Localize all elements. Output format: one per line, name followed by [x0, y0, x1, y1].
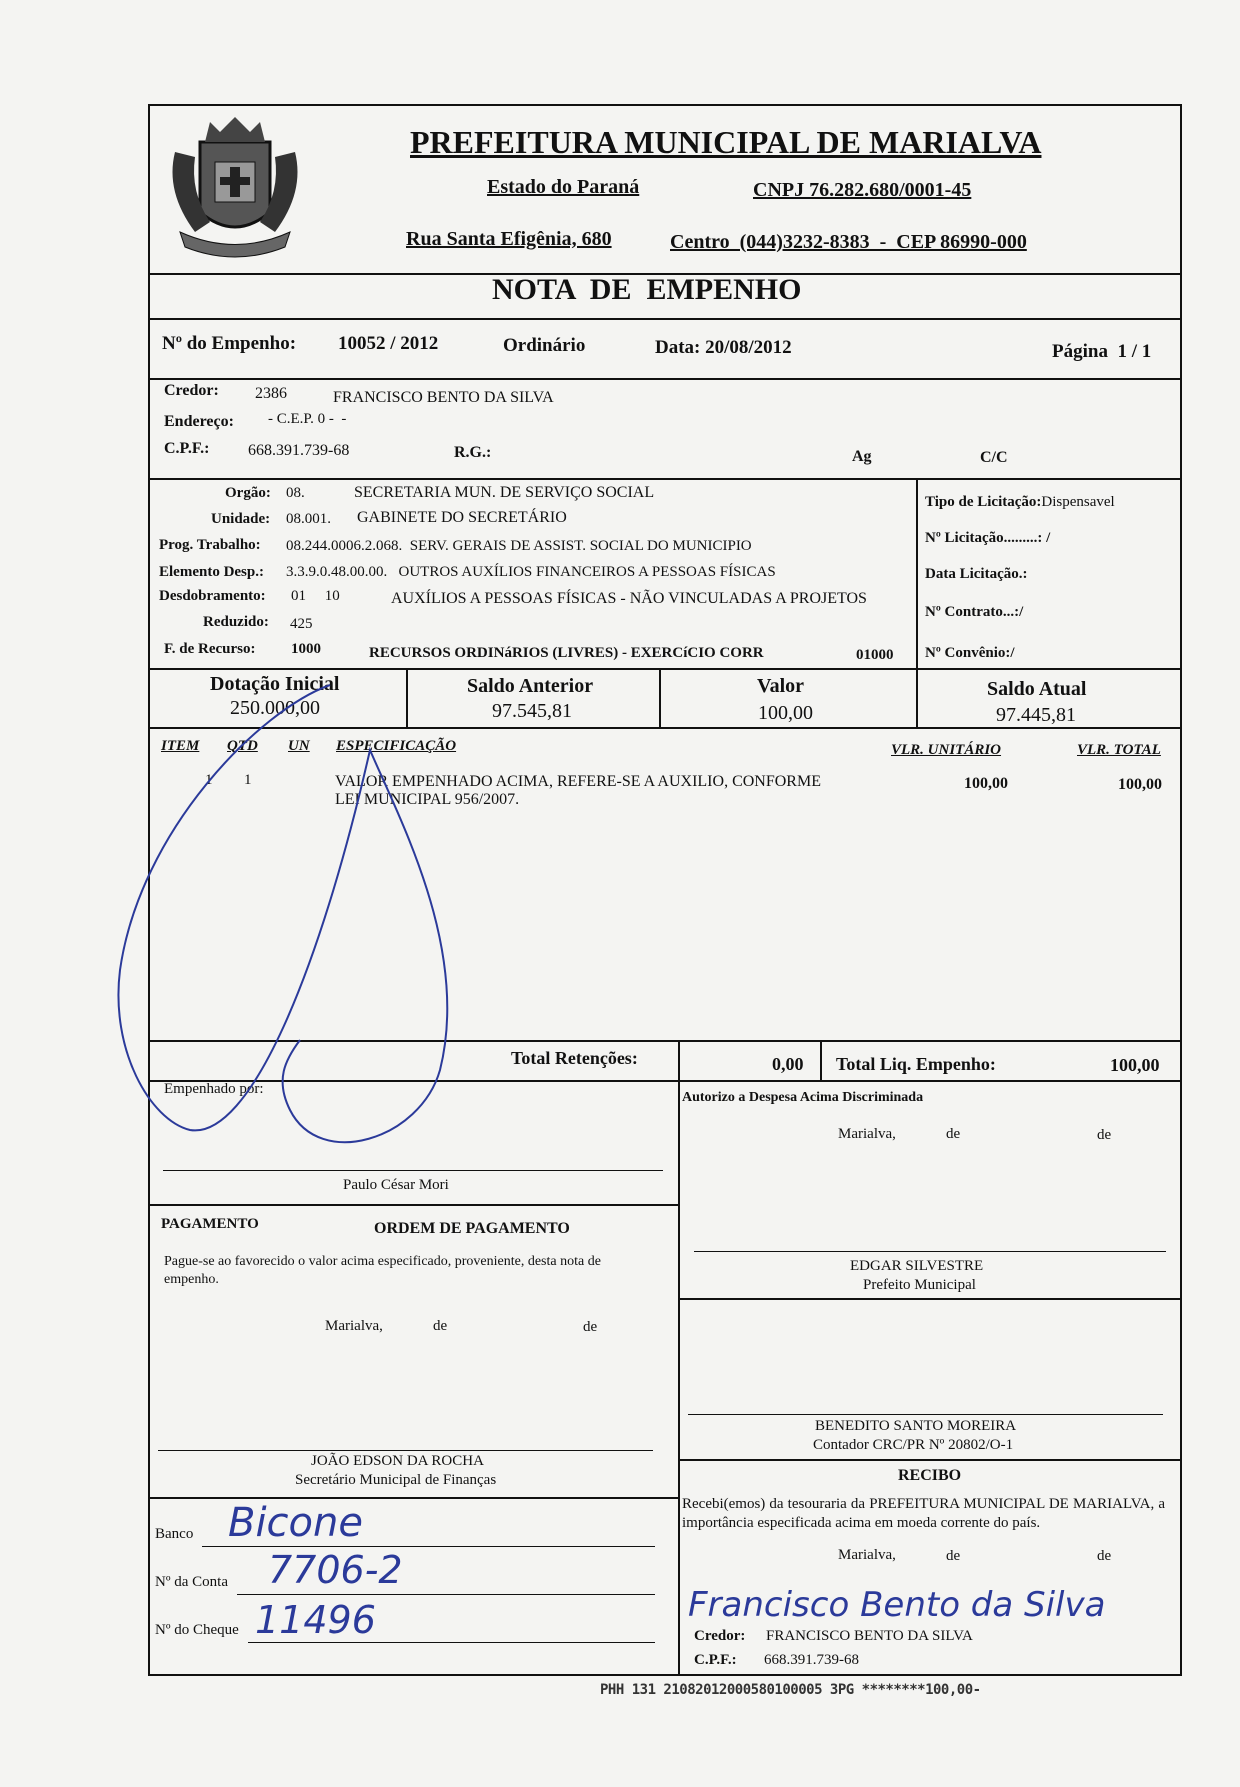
divider	[820, 1040, 822, 1080]
autorizo-city: Marialva,	[838, 1126, 896, 1142]
item-number: 1	[205, 772, 213, 788]
document-title: NOTA DE EMPENHO	[492, 273, 802, 306]
col-header-qtd: QTD	[227, 738, 258, 754]
ag-label: Ag	[852, 448, 872, 465]
divider	[916, 668, 918, 727]
contador-name: BENEDITO SANTO MOREIRA	[815, 1418, 1017, 1434]
valor-value: 100,00	[758, 702, 813, 724]
pagamento-de-1: de	[433, 1318, 448, 1334]
reduzido-label: Reduzido:	[203, 614, 269, 630]
signature-line	[158, 1450, 653, 1451]
empenho-number: 10052 / 2012	[338, 333, 439, 354]
orgao-value: SECRETARIA MUN. DE SERVIÇO SOCIAL	[354, 484, 655, 501]
recurso-number: 01000	[856, 647, 894, 663]
address-value: - C.E.P. 0 - -	[268, 411, 347, 427]
pagamento-city: Marialva,	[325, 1318, 383, 1334]
pagamento-text: Pague-se ao favorecido o valor acima especificado, proveniente, desta nota de empenho.	[164, 1254, 601, 1287]
col-header-unit-price: VLR. UNITÁRIO	[891, 742, 1002, 758]
orgao-label: Orgão:	[225, 485, 271, 501]
secretario-role: Secretário Municipal de Finanças	[295, 1472, 497, 1488]
credor-signature: Francisco Bento da Silva	[688, 1585, 1106, 1625]
pen-annotation	[100, 670, 480, 1160]
prog-value: 08.244.0006.2.068. SERV. GERAIS DE ASSIST. SOCIAL DO MUNICIPIO	[286, 538, 752, 554]
header-address: Rua Santa Efigênia, 680	[406, 228, 612, 250]
item-spec-line2: LEI MUNICIPAL 956/2007.	[335, 791, 520, 808]
saldo-anterior-value: 97.545,81	[492, 700, 572, 722]
signature-line	[694, 1251, 1166, 1252]
total-liquido-label: Total Liq. Empenho:	[836, 1054, 996, 1074]
banco-label: Banco	[155, 1526, 194, 1542]
item-spec-line1: VALOR EMPENHADO ACIMA, REFERE-SE A AUXILIO, CONFORME	[335, 773, 821, 790]
recurso-label: F. de Recurso:	[164, 641, 256, 657]
credor-code: 2386	[255, 385, 287, 402]
divider	[148, 478, 1182, 480]
banco-line	[202, 1546, 655, 1547]
prefeito-name: EDGAR SILVESTRE	[850, 1258, 984, 1274]
conta-line	[237, 1594, 655, 1595]
unidade-label: Unidade:	[211, 511, 271, 527]
elemento-value: 3.3.9.0.48.00.00. OUTROS AUXÍLIOS FINANCEIROS A PESSOAS FÍSICAS	[286, 564, 776, 580]
divider	[678, 1040, 680, 1080]
cc-label: C/C	[980, 449, 1008, 466]
divider	[148, 318, 1182, 320]
recibo-title: RECIBO	[898, 1467, 962, 1484]
cheque-label: Nº do Cheque	[155, 1622, 239, 1638]
total-retencoes-label: Total Retenções:	[511, 1048, 638, 1068]
autorizo-de-1: de	[946, 1126, 961, 1142]
divider	[678, 1298, 1182, 1300]
valor-label: Valor	[757, 675, 805, 697]
header-district-phone-cep: Centro (044)3232-8383 - CEP 86990-000	[670, 231, 1027, 253]
divider	[148, 378, 1182, 380]
autorizo-de-2: de	[1097, 1127, 1112, 1143]
recurso-value: RECURSOS ORDINáRIOS (LIVRES) - EXERCíCIO CORR	[369, 645, 764, 661]
desdob-codes: 01 10	[291, 588, 340, 604]
credor-name: FRANCISCO BENTO DA SILVA	[333, 389, 554, 406]
pagamento-de-2: de	[583, 1319, 598, 1335]
empenho-label: Nº do Empenho:	[162, 333, 297, 354]
prefeito-role: Prefeito Municipal	[863, 1277, 976, 1293]
recibo-text: Recebi(emos) da tesouraria da PREFEITURA MUNICIPAL DE MARIALVA, a importância especificada acima em moeda corrente do país.	[682, 1496, 1165, 1531]
licitacao-number: Nº Licitação.........: /	[925, 530, 1051, 546]
unidade-code: 08.001.	[286, 511, 331, 527]
item-qty: 1	[244, 772, 252, 788]
signature-line	[163, 1170, 663, 1171]
banco-handwritten: Bicone	[228, 1500, 363, 1546]
micr-code: PHH 131 21082012000580100005 3PG ********100,00-	[600, 1682, 981, 1698]
recibo-credor-name: FRANCISCO BENTO DA SILVA	[766, 1628, 973, 1644]
divider	[916, 478, 918, 668]
recurso-code: 1000	[291, 641, 321, 657]
empenhado-por-name: Paulo César Mori	[343, 1177, 449, 1193]
total-retencoes-value: 0,00	[772, 1054, 804, 1074]
recibo-cpf-label: C.P.F.:	[694, 1652, 737, 1668]
empenho-date: Data: 20/08/2012	[655, 337, 792, 358]
divider	[678, 1459, 1182, 1461]
item-total: 100,00	[1118, 776, 1162, 793]
recibo-credor-label: Credor:	[694, 1628, 746, 1644]
desdob-label: Desdobramento:	[159, 588, 266, 604]
saldo-atual-value: 97.445,81	[996, 704, 1076, 726]
col-header-un: UN	[288, 738, 310, 754]
col-header-total: VLR. TOTAL	[1077, 742, 1161, 758]
page-number: Página 1 / 1	[1052, 341, 1152, 362]
saldo-anterior-label: Saldo Anterior	[467, 675, 594, 697]
recibo-city: Marialva,	[838, 1547, 896, 1563]
divider	[148, 1497, 678, 1499]
col-header-item: ITEM	[161, 738, 200, 754]
empenhado-por-label: Empenhado por:	[164, 1081, 264, 1097]
total-liquido-value: 100,00	[1110, 1055, 1160, 1075]
dotacao-value: 250.000,00	[230, 697, 320, 719]
cheque-handwritten: 11496	[255, 1598, 376, 1642]
recibo-cpf-value: 668.391.739-68	[764, 1652, 859, 1668]
divider	[148, 1204, 678, 1206]
address-label: Endereço:	[164, 413, 234, 430]
reduzido-value: 425	[290, 616, 313, 632]
cpf-label: C.P.F.:	[164, 440, 210, 457]
prog-label: Prog. Trabalho:	[159, 537, 261, 553]
ordem-pagamento-label: ORDEM DE PAGAMENTO	[374, 1220, 570, 1237]
header-title: PREFEITURA MUNICIPAL DE MARIALVA	[410, 124, 1042, 160]
unidade-value: GABINETE DO SECRETÁRIO	[357, 509, 567, 526]
cpf-value: 668.391.739-68	[248, 442, 350, 459]
licitacao-type-label: Tipo de Licitação:Dispensavel	[925, 494, 1115, 510]
header-cnpj: CNPJ 76.282.680/0001-45	[753, 179, 972, 201]
signature-line	[688, 1414, 1163, 1415]
header-state: Estado do Paraná	[487, 176, 640, 198]
conta-handwritten: 7706-2	[268, 1548, 403, 1592]
desdob-value: AUXÍLIOS A PESSOAS FÍSICAS - NÃO VINCULADAS A PROJETOS	[391, 590, 867, 607]
recibo-de-2: de	[1097, 1548, 1112, 1564]
secretario-name: JOÃO EDSON DA ROCHA	[311, 1453, 484, 1469]
recibo-de-1: de	[946, 1548, 961, 1564]
elemento-label: Elemento Desp.:	[159, 564, 264, 580]
orgao-code: 08.	[286, 485, 305, 501]
empenho-type: Ordinário	[503, 335, 586, 356]
contador-role: Contador CRC/PR Nº 20802/O-1	[813, 1437, 1014, 1453]
cheque-line	[248, 1642, 655, 1643]
credor-label: Credor:	[164, 382, 219, 399]
conta-label: Nº da Conta	[155, 1574, 228, 1590]
dotacao-label: Dotação Inicial	[210, 673, 340, 695]
contract-number: Nº Contrato...:/	[925, 604, 1024, 620]
city-crest	[160, 112, 310, 262]
divider	[678, 1080, 680, 1676]
item-unit-price: 100,00	[964, 775, 1008, 792]
saldo-atual-label: Saldo Atual	[987, 678, 1087, 700]
divider	[659, 668, 661, 727]
convenio-number: Nº Convênio:/	[925, 645, 1015, 661]
autorizo-label: Autorizo a Despesa Acima Discriminada	[682, 1090, 924, 1105]
rg-label: R.G.:	[454, 444, 492, 461]
licitacao-date: Data Licitação.:	[925, 566, 1028, 582]
pagamento-label: PAGAMENTO	[161, 1216, 259, 1232]
col-header-spec: ESPECIFICAÇÃO	[336, 738, 457, 754]
